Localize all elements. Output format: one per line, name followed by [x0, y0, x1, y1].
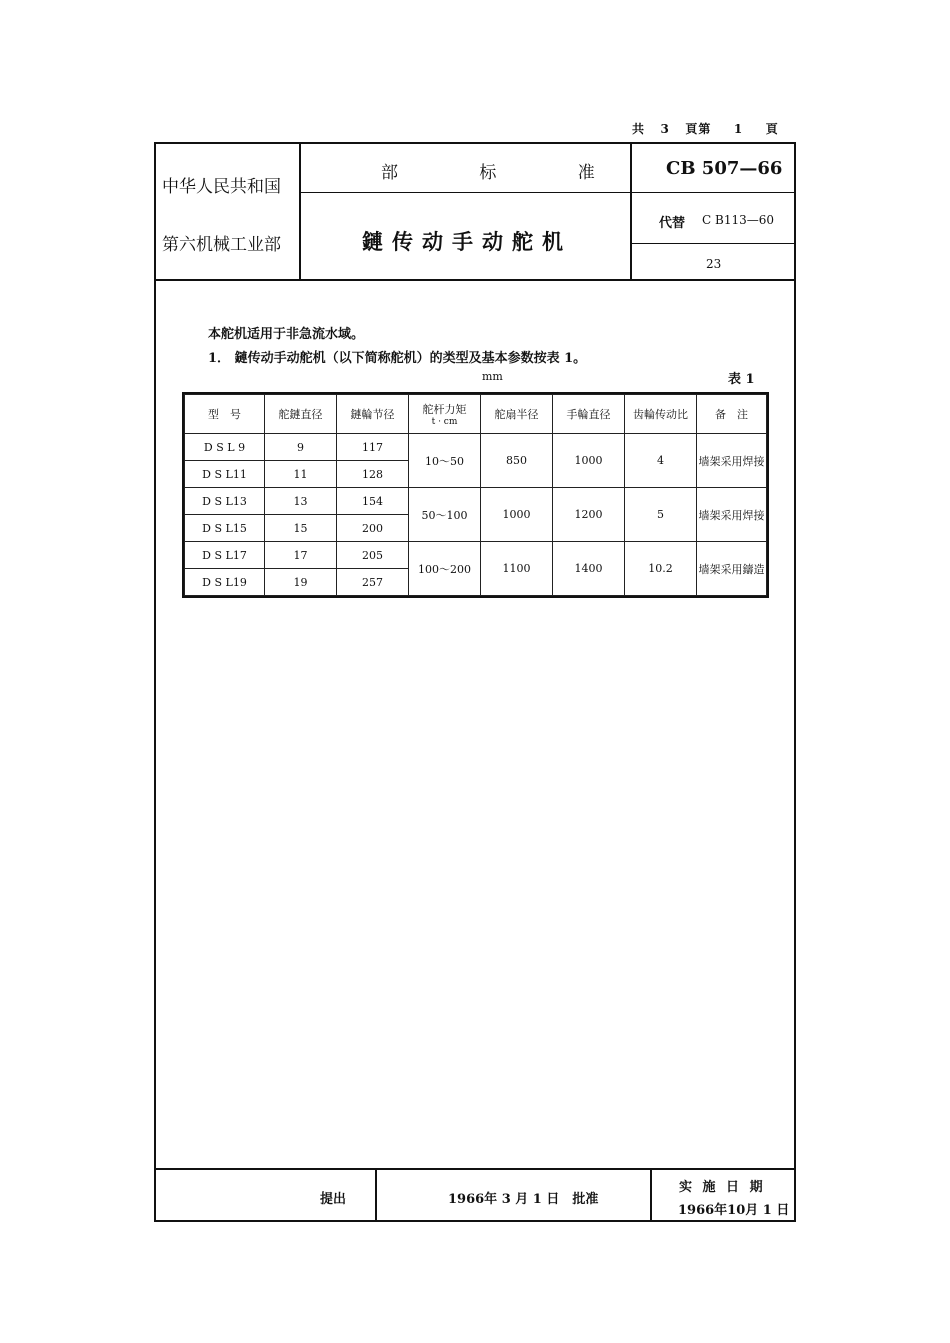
chain-diameter-cell: 11 [265, 461, 337, 488]
replace-label: 代替 [659, 216, 686, 231]
sprocket-pitch-cell: 205 [337, 542, 409, 569]
header-torque-unit: t · cm [431, 417, 458, 427]
standard-type: 部 标 准 [381, 163, 633, 183]
sector-radius-cell: 1100 [481, 542, 553, 596]
remark-cell: 墙架采用焊接 [697, 434, 767, 488]
table-row [185, 542, 767, 569]
model-cell: D S L13 [185, 488, 265, 515]
replace-rule [632, 243, 794, 244]
model-cell: D S L17 [185, 542, 265, 569]
header-remark: 备 注 [697, 395, 767, 434]
standard-number: 23 [706, 257, 722, 271]
sprocket-pitch-cell: 257 [337, 569, 409, 596]
header-bottom-rule [156, 279, 794, 281]
chain-diameter-cell: 15 [265, 515, 337, 542]
remark-cell: 墙架采用鑄造 [697, 542, 767, 596]
table-row [185, 488, 767, 515]
page-total: 3 [660, 122, 670, 136]
torque-cell: 10～50 [409, 434, 481, 488]
page-number-label: 頁第 [685, 122, 712, 136]
sprocket-pitch-cell: 154 [337, 488, 409, 515]
wheel-diameter-cell: 1200 [553, 488, 625, 542]
footer-top-rule [156, 1168, 794, 1170]
standard-code: CB 507—66 [666, 158, 783, 179]
header-divider-left [299, 144, 301, 279]
model-cell: D S L11 [185, 461, 265, 488]
header-mid-rule [301, 192, 630, 193]
country-name: 中华人民共和国 [162, 177, 281, 197]
sector-radius-cell: 850 [481, 434, 553, 488]
parameter-table [182, 392, 769, 598]
model-cell: D S L15 [185, 515, 265, 542]
chain-diameter-cell: 9 [265, 434, 337, 461]
header-model: 型 号 [185, 395, 265, 434]
chain-diameter-cell: 17 [265, 542, 337, 569]
header-torque-label: 舵杆力矩 [422, 403, 467, 416]
header-sector-radius: 舵扇半径 [481, 395, 553, 434]
table-caption: 表 1 [728, 372, 755, 387]
header-chain-diameter: 舵鏈直径 [265, 395, 337, 434]
page-suffix: 頁 [765, 122, 779, 136]
document-frame [154, 142, 796, 1222]
document-title: 鏈传动手动舵机 [362, 229, 572, 254]
torque-cell: 50～100 [409, 488, 481, 542]
intro-line-2: 1． 鏈传动手动舵机（以下简称舵机）的类型及基本参数按表 1。 [208, 351, 587, 366]
footer-divider-right [650, 1170, 652, 1222]
wheel-diameter-cell: 1000 [553, 434, 625, 488]
page-number: 1 [733, 122, 744, 136]
sprocket-pitch-cell: 128 [337, 461, 409, 488]
header-wheel-diameter: 手輪直径 [553, 395, 625, 434]
table-header-row [185, 395, 767, 434]
remark-cell: 墙架采用焊接 [697, 488, 767, 542]
chain-diameter-cell: 19 [265, 569, 337, 596]
torque-cell: 100～200 [409, 542, 481, 596]
page-total-label: 共 [632, 122, 646, 136]
table-row [185, 434, 767, 461]
intro-line-1: 本舵机适用于非急流水域。 [208, 327, 365, 342]
effective-date: 1966年10月 1 日 [678, 1203, 790, 1218]
code-rule [632, 192, 794, 193]
page-count [632, 120, 802, 137]
unit-label: mm [482, 370, 503, 383]
model-cell: D S L 9 [185, 434, 265, 461]
effective-label: 实 施 日 期 [679, 1180, 766, 1195]
header-sprocket-pitch: 鏈輪节径 [337, 395, 409, 434]
footer-divider-left [375, 1170, 377, 1222]
approved-date: 1966年 3 月 1 日 批准 [448, 1192, 599, 1207]
model-cell: D S L19 [185, 569, 265, 596]
chain-diameter-cell: 13 [265, 488, 337, 515]
header-torque [409, 395, 481, 434]
sprocket-pitch-cell: 117 [337, 434, 409, 461]
header-gear-ratio: 齿輪传动比 [625, 395, 697, 434]
replace-code: C B113—60 [702, 213, 774, 227]
proposed-label: 提出 [320, 1192, 347, 1207]
gear-ratio-cell: 5 [625, 488, 697, 542]
sector-radius-cell: 1000 [481, 488, 553, 542]
gear-ratio-cell: 10.2 [625, 542, 697, 596]
sprocket-pitch-cell: 200 [337, 515, 409, 542]
wheel-diameter-cell: 1400 [553, 542, 625, 596]
ministry-name: 第六机械工业部 [162, 235, 281, 255]
gear-ratio-cell: 4 [625, 434, 697, 488]
